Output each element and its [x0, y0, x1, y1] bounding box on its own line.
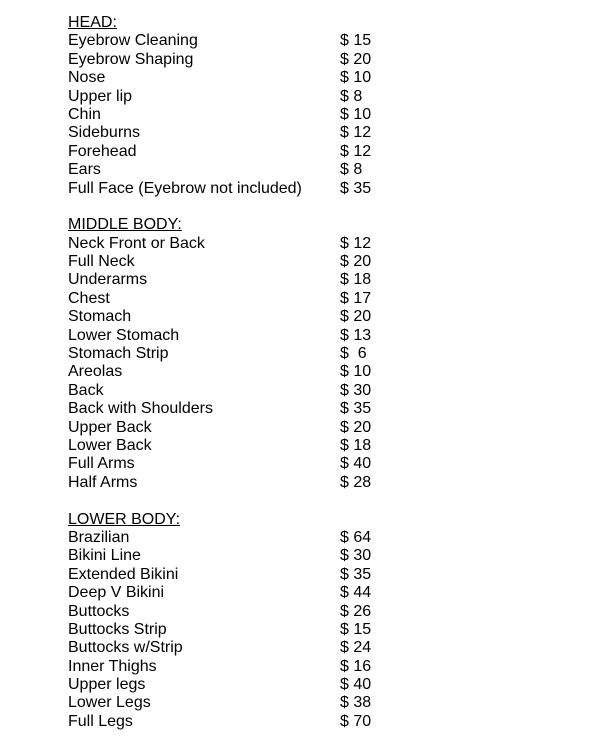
price-row — [68, 106, 588, 124]
section-heading: LOWER BODY: — [68, 510, 181, 528]
price-row — [68, 32, 588, 50]
service-price: $ 8 — [340, 161, 363, 179]
service-price: $ 12 — [340, 124, 372, 142]
service-name: Half Arms — [68, 473, 138, 491]
price-row — [68, 235, 588, 253]
price-row — [68, 529, 588, 547]
service-price: $ 24 — [340, 639, 372, 657]
service-price: $ 12 — [340, 142, 372, 160]
price-row — [68, 382, 588, 400]
service-price: $ 15 — [340, 620, 372, 638]
service-price: $ 30 — [340, 547, 372, 565]
price-row — [68, 547, 588, 565]
price-row — [68, 676, 588, 694]
service-price: $ 20 — [340, 253, 372, 271]
service-price: $ 20 — [340, 50, 372, 68]
service-price: $ 35 — [340, 179, 372, 197]
service-price: $ 30 — [340, 381, 372, 399]
price-row — [68, 124, 588, 142]
price-row — [68, 437, 588, 455]
service-price: $ 16 — [340, 657, 372, 675]
service-name: Eyebrow Cleaning — [68, 32, 198, 50]
service-name: Neck Front or Back — [68, 234, 205, 252]
service-name: Lower Back — [68, 436, 152, 454]
service-price: $ 18 — [340, 436, 372, 454]
price-row — [68, 621, 588, 639]
service-name: Underarms — [68, 271, 148, 289]
price-row — [68, 474, 588, 492]
service-name: Stomach Strip — [68, 345, 169, 363]
price-row — [68, 400, 588, 418]
price-row — [68, 455, 588, 473]
service-name: Eyebrow Shaping — [68, 50, 194, 68]
service-price: $ 26 — [340, 602, 372, 620]
price-row — [68, 180, 588, 198]
price-row — [68, 88, 588, 106]
price-section — [68, 216, 588, 492]
price-row — [68, 290, 588, 308]
price-row — [68, 345, 588, 363]
price-row — [68, 271, 588, 289]
price-row — [68, 51, 588, 69]
service-name: Full Legs — [68, 712, 133, 730]
price-row — [68, 69, 588, 87]
price-row — [68, 639, 588, 657]
service-name: Chest — [68, 289, 110, 307]
service-price: $ 12 — [340, 234, 372, 252]
service-price: $ 13 — [340, 326, 372, 344]
price-row — [68, 363, 588, 381]
service-price: $ 8 — [340, 87, 363, 105]
service-price: $ 28 — [340, 473, 372, 491]
price-row — [68, 143, 588, 161]
service-name: Areolas — [68, 363, 123, 381]
price-row — [68, 713, 588, 731]
price-row — [68, 566, 588, 584]
service-name: Lower Stomach — [68, 326, 180, 344]
service-price: $ 40 — [340, 455, 372, 473]
price-row — [68, 253, 588, 271]
price-row — [68, 327, 588, 345]
price-row — [68, 584, 588, 602]
service-name: Back — [68, 381, 104, 399]
section-heading: HEAD: — [68, 14, 117, 31]
price-row — [68, 161, 588, 179]
service-name: Inner Thighs — [68, 657, 157, 675]
section-heading: MIDDLE BODY: — [68, 216, 182, 234]
service-price: $ 10 — [340, 105, 372, 123]
price-section — [68, 14, 588, 198]
service-name: Buttocks w/Strip — [68, 639, 183, 657]
price-row — [68, 419, 588, 437]
service-name: Full Face (Eyebrow not included) — [68, 179, 302, 197]
service-name: Deep V Bikini — [68, 584, 165, 602]
service-price: $ 18 — [340, 271, 372, 289]
price-list — [68, 14, 588, 731]
service-name: Stomach — [68, 308, 132, 326]
price-row — [68, 658, 588, 676]
service-name: Full Neck — [68, 253, 135, 271]
price-section — [68, 511, 588, 732]
service-name: Nose — [68, 69, 106, 87]
service-price: $ 38 — [340, 694, 372, 712]
price-row — [68, 308, 588, 326]
service-price: $ 70 — [340, 712, 372, 730]
service-name: Lower Legs — [68, 694, 151, 712]
service-price: $ 10 — [340, 363, 372, 381]
service-name: Bikini Line — [68, 547, 141, 565]
price-row — [68, 694, 588, 712]
service-name: Chin — [68, 105, 101, 123]
service-name: Ears — [68, 161, 101, 179]
service-price: $ 15 — [340, 32, 372, 50]
service-price: $ 10 — [340, 69, 372, 87]
service-name: Forehead — [68, 142, 137, 160]
service-price: $ 44 — [340, 584, 372, 602]
price-row — [68, 603, 588, 621]
service-name: Buttocks Strip — [68, 620, 167, 638]
service-price: $ 6 — [340, 345, 367, 363]
service-name: Buttocks — [68, 602, 130, 620]
service-price: $ 40 — [340, 676, 372, 694]
service-price: $ 17 — [340, 289, 372, 307]
service-name: Upper Back — [68, 418, 152, 436]
service-price: $ 35 — [340, 400, 372, 418]
service-name: Back with Shoulders — [68, 400, 213, 418]
service-name: Upper legs — [68, 676, 146, 694]
service-name: Brazilian — [68, 528, 130, 546]
service-price: $ 20 — [340, 418, 372, 436]
service-name: Full Arms — [68, 455, 135, 473]
service-price: $ 20 — [340, 308, 372, 326]
service-price: $ 35 — [340, 565, 372, 583]
service-price: $ 64 — [340, 528, 372, 546]
service-name: Extended Bikini — [68, 565, 179, 583]
service-name: Upper lip — [68, 87, 133, 105]
service-name: Sideburns — [68, 124, 141, 142]
